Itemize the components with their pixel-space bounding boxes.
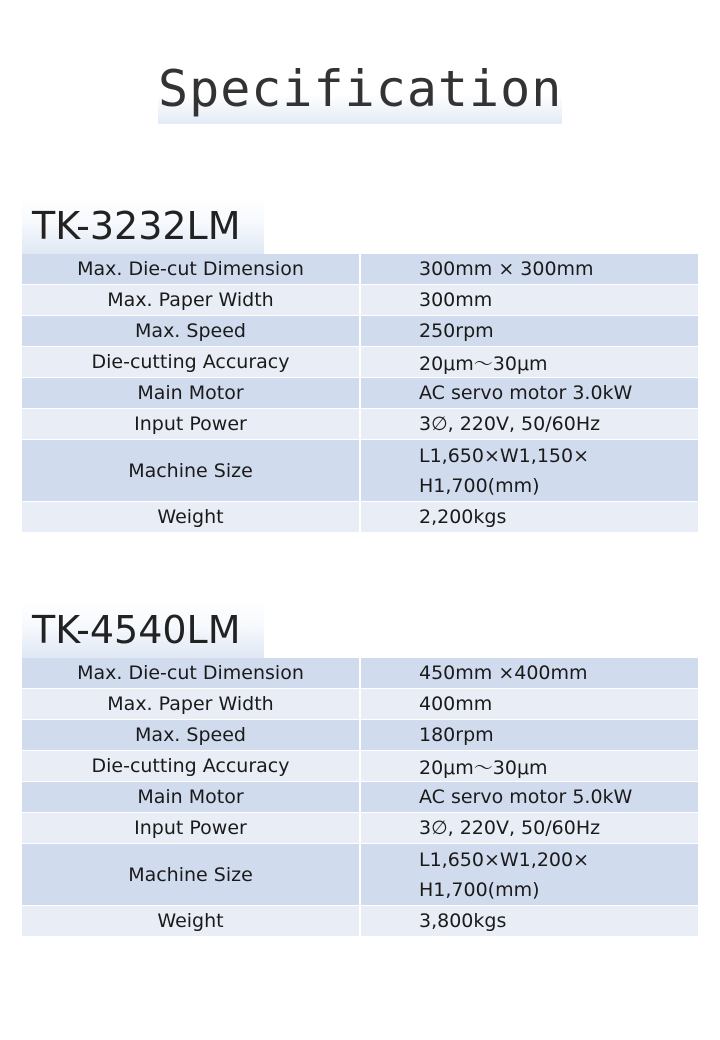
spec-value: 20μm～30μm <box>360 347 698 378</box>
spec-label: Machine Size <box>22 844 360 906</box>
table-row <box>22 409 698 440</box>
page-title: Specification <box>158 60 563 118</box>
model-title-tab <box>22 602 264 658</box>
spec-value: AC servo motor 5.0kW <box>360 782 698 813</box>
spec-label: Machine Size <box>22 440 360 502</box>
spec-value: 20μm～30μm <box>360 751 698 782</box>
table-row <box>22 440 698 502</box>
spec-value: 250rpm <box>360 316 698 347</box>
table-row <box>22 378 698 409</box>
spec-value: 300mm × 300mm <box>360 254 698 285</box>
spec-value: 3∅, 220V, 50/60Hz <box>360 813 698 844</box>
spec-label: Weight <box>22 906 360 937</box>
model-title-tab <box>22 198 264 254</box>
table-row <box>22 751 698 782</box>
spec-label: Main Motor <box>22 782 360 813</box>
spec-value: 2,200kgs <box>360 502 698 533</box>
table-row <box>22 658 698 689</box>
spec-label: Max. Die-cut Dimension <box>22 658 360 689</box>
spec-label: Input Power <box>22 813 360 844</box>
table-row <box>22 285 698 316</box>
spec-value: L1,650×W1,150× H1,700(mm) <box>360 440 698 502</box>
table-row <box>22 347 698 378</box>
model-name: TK-3232LM <box>32 204 241 248</box>
spec-value: 180rpm <box>360 720 698 751</box>
spec-label: Input Power <box>22 409 360 440</box>
spec-table <box>22 658 698 937</box>
table-row <box>22 254 698 285</box>
spec-value: 450mm ×400mm <box>360 658 698 689</box>
table-row <box>22 502 698 533</box>
table-row <box>22 813 698 844</box>
spec-label: Main Motor <box>22 378 360 409</box>
model-name: TK-4540LM <box>32 608 241 652</box>
table-row <box>22 720 698 751</box>
table-row <box>22 906 698 937</box>
table-row <box>22 844 698 906</box>
spec-label: Max. Paper Width <box>22 689 360 720</box>
spec-label: Max. Paper Width <box>22 285 360 316</box>
spec-label: Die-cutting Accuracy <box>22 347 360 378</box>
spec-value: 3,800kgs <box>360 906 698 937</box>
spec-value: L1,650×W1,200× H1,700(mm) <box>360 844 698 906</box>
spec-table <box>22 254 698 533</box>
spec-value: AC servo motor 3.0kW <box>360 378 698 409</box>
spec-value: 400mm <box>360 689 698 720</box>
spec-label: Die-cutting Accuracy <box>22 751 360 782</box>
table-row <box>22 782 698 813</box>
spec-value: 300mm <box>360 285 698 316</box>
spec-label: Weight <box>22 502 360 533</box>
table-row <box>22 316 698 347</box>
spec-label: Max. Speed <box>22 720 360 751</box>
table-row <box>22 689 698 720</box>
spec-label: Max. Speed <box>22 316 360 347</box>
title-banner <box>158 58 562 124</box>
spec-value: 3∅, 220V, 50/60Hz <box>360 409 698 440</box>
spec-label: Max. Die-cut Dimension <box>22 254 360 285</box>
